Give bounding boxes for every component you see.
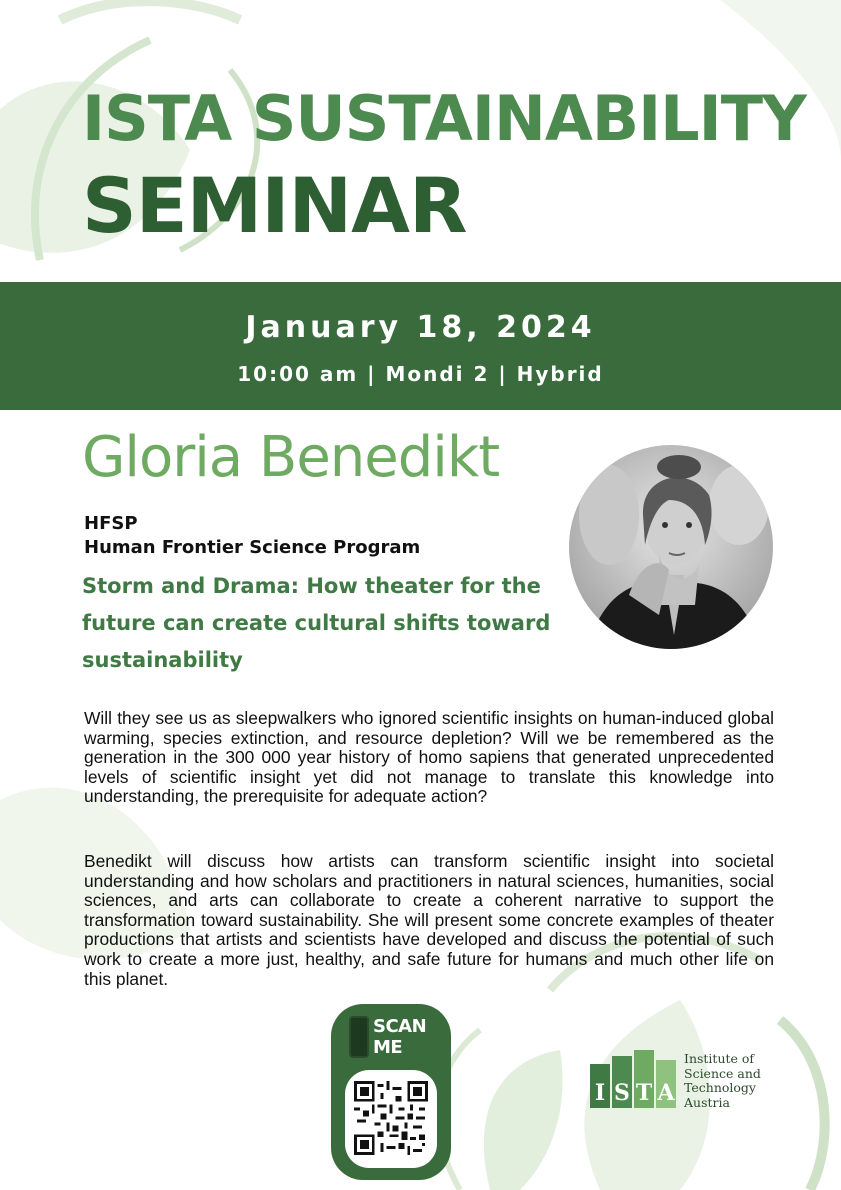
scan-label: SCAN bbox=[373, 1016, 427, 1037]
scan-me-label bbox=[373, 1016, 426, 1058]
institute-line-4: Austria bbox=[684, 1094, 730, 1110]
svg-text:T: T bbox=[635, 1080, 653, 1106]
seminar-series-title: ISTA SUSTAINABILITY bbox=[82, 82, 806, 155]
event-date: January 18, 2024 bbox=[245, 310, 596, 345]
event-banner bbox=[0, 282, 841, 410]
abstract-paragraph-1: Will they see us as sleepwalkers who ignored scientific insights on human-induced global warming, species extinction, and resource depletion? Will we be remembered as the generation in the 300 000 year history of homo sapiens that generated unprecedented levels of scientific insight yet did not manage to translate this knowledge into understanding, the prerequisite for adequate action? bbox=[84, 708, 774, 807]
institute-name bbox=[684, 1052, 761, 1110]
affiliation-short: HFSP bbox=[84, 513, 138, 534]
me-label: ME bbox=[373, 1037, 403, 1058]
svg-text:A: A bbox=[657, 1080, 675, 1106]
ista-logo bbox=[590, 1050, 676, 1108]
speaker-name: Gloria Benedikt bbox=[82, 425, 500, 490]
qr-code[interactable] bbox=[354, 1081, 428, 1155]
speaker-affiliation bbox=[84, 512, 420, 560]
institute-line-1: Institute of bbox=[684, 1051, 755, 1066]
institute-line-3: Technology bbox=[684, 1080, 756, 1095]
affiliation-full: Human Frontier Science Program bbox=[84, 537, 421, 558]
phone-icon bbox=[349, 1016, 369, 1058]
seminar-title: SEMINAR bbox=[82, 161, 467, 250]
svg-text:I: I bbox=[594, 1080, 606, 1106]
talk-title: Storm and Drama: How theater for the future can create cultural shifts toward sustainability bbox=[82, 574, 551, 672]
event-details: 10:00 am | Mondi 2 | Hybrid bbox=[237, 362, 604, 386]
abstract-paragraph-2: Benedikt will discuss how artists can transform scientific insight into societal understanding and how scholars and practitioners in natural sciences, humanities, social sciences, and arts can collaborate to create a coherent narrative to support the transformation toward sustainability. She will present some concrete examples of theater productions that artists and scientists have developed and discuss the potential of such work to create a more just, healthy, and safe future for humans and much other life on this planet. bbox=[84, 851, 774, 989]
institute-line-2: Science and bbox=[684, 1065, 761, 1081]
speaker-photo bbox=[569, 445, 773, 649]
svg-text:S: S bbox=[614, 1080, 630, 1106]
